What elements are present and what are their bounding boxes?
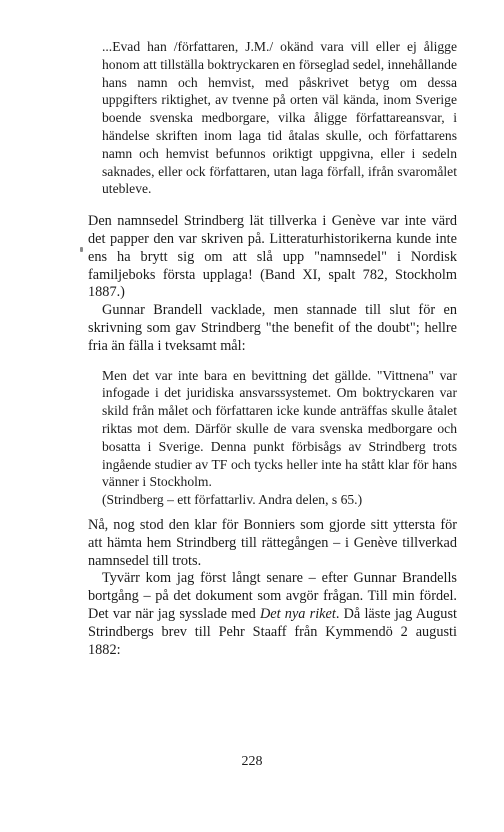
quote-citation: (Strindberg – ett författarliv. Andra delen, s 65.) [102, 492, 363, 508]
book-title-det-nya-riket: Det nya riket [259, 605, 336, 622]
paragraph-namnsedel: Den namnsedel Strindberg lät tillverka i Genève var inte värd det papper den var skriven på. Litteraturhistorikerna kunde inte ens ha brytt sig om att slå upp "namnsedel" i Nordisk familjeboks första upplaga! (Band XI, spalt 782, Stockholm 1887.) [88, 213, 457, 301]
margin-mark [80, 247, 83, 252]
block-quote-brandell [102, 367, 457, 509]
block-quote-press-law: ...Evad han /författaren, J.M./ okänd vara vill eller ej åligge honom att tillställa boktryckaren en förseglad sedel, innehållande hans namn och hemvist, med påskrivet betyg om dessa uppgifters riktighet, av tvenne på orten väl kända, inom Sverige boende svenska medborgare, vilka åligge författareansvar, i händelse skriften inom laga tid åtalas skulle, och författarens namn och hemvist befunnos oriktigt uppgivna, eller i sedeln saknades, eller ock författaren, utan laga förfall, ifrån svaromålet utebleve. [102, 39, 457, 197]
paragraph-document [88, 570, 457, 659]
paragraph-document-text-end: . Då läste jag August Strindbergs brev till Pehr Staaff från Kymmendö 2 augusti 1882: [88, 605, 457, 658]
page-text [88, 38, 457, 659]
paragraph-bonniers: Nå, nog stod den klar för Bonniers som gjorde sitt yttersta för att hämta hem Strindberg till rättegången – i Genève tillverkad namnsedel till trots. [88, 516, 457, 569]
block-quote-brandell-text: Men det var inte bara en bevittning det gällde. "Vittnena" var infogade i det juridiska ansvarssystemet. Om boktryckaren var skild från målet och författaren icke kunde anträffas skulle åtalet riktas mot dem. Därför skulle de vara svenska medborgare och bosatta i Sverige. Denna punkt förbisågs av Strindberg trots ingående studier av TF och tycks heller inte ha stått klar för hans vänner i Stockholm. [102, 367, 457, 490]
page-number: 228 [241, 754, 263, 769]
paragraph-document-text-start: Tyvärr kom jag först långt senare – efter Gunnar Brandells bortgång – på det dokument som avgör frågan. Till min fördel. Det var när jag sysslade med [88, 570, 457, 622]
paragraph-brandell: Gunnar Brandell vacklade, men stannade till slut för en skrivning som gav Strindberg "the benefit of the doubt"; hellre fria än fälla i tveksamt mål: [88, 302, 457, 354]
